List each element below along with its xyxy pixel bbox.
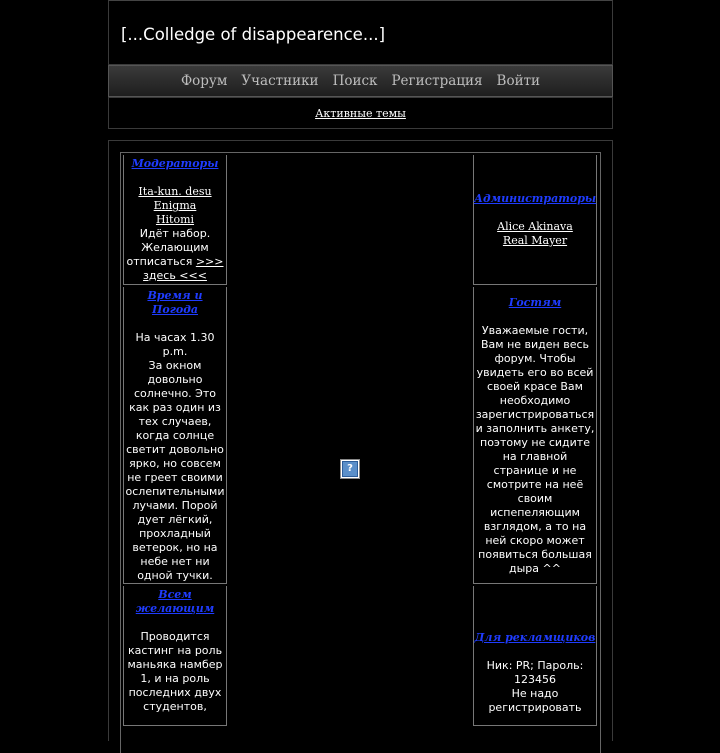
everyone-block [123,586,227,726]
sub-nav [108,97,613,129]
ads-heading[interactable]: Для рекламщиков [474,631,596,644]
moderator-link[interactable]: Hitomi [155,213,195,226]
everyone-heading[interactable]: Всем желающим [135,588,215,615]
everyone-text: Проводится кастинг на роль маньяка намбер 1, и на роль последних двух студентов, [127,630,223,713]
moderator-link[interactable]: Ita-kun. desu [138,185,212,198]
guests-block [473,287,597,584]
broken-image-icon[interactable] [340,459,360,479]
forum-header [108,0,613,65]
recruit-text: Идёт набор. Желающим отписаться [126,227,211,268]
clock-text: На часах 1.30 p.m. [135,331,215,358]
ads-block [473,586,597,726]
nav-search[interactable]: Поиск [332,73,378,89]
admins-heading[interactable]: Администраторы [474,192,597,205]
ads-note: Не надо регистрировать [488,687,582,714]
admins-block [473,155,597,285]
nav-forum[interactable]: Форум [180,73,228,89]
moderators-block [123,155,227,285]
admin-link[interactable]: Real Mayer [502,234,568,247]
weather-text: За окном довольно солнечно. Это как раз один из тех случаев, когда солнце светит довольно ярко, но совсем не греет своими ослепительными лучами. Порой дует лёгкий, прохладный ветерок, но на небе нет ни одной тучки. [125,359,225,582]
guests-heading[interactable]: Гостям [508,296,562,309]
moderators-heading[interactable]: Модераторы [131,157,219,170]
guests-text: Уважаемые гости, Вам не виден весь форум. Чтобы увидеть его во всей своей красе Вам необходимо зарегистрироваться и заполнить анкету, поэтому не сидите на главной странице и не смотрите на неё своим испепеляющим взглядом, а то на ней скоро может появиться большая дыра ^^ [475,324,595,575]
ads-credentials: Ник: PR; Пароль: 123456 [486,659,584,686]
recruit-link[interactable]: >>> здесь <<< [143,255,224,282]
moderator-link[interactable]: Enigma [153,199,197,212]
admin-link[interactable]: Alice Akinava [497,220,573,233]
nav-login[interactable]: Войти [496,73,541,89]
nav-register[interactable]: Регистрация [391,73,483,89]
time-weather-heading[interactable]: Время и Погода [147,289,203,316]
banner-glyph: ? [342,461,358,477]
forum-title: [...Colledge of disappearence...] [121,25,385,44]
nav-members[interactable]: Участники [241,73,319,89]
active-topics-link[interactable]: Активные темы [315,106,406,120]
time-weather-block [123,287,227,584]
main-nav [108,65,613,97]
